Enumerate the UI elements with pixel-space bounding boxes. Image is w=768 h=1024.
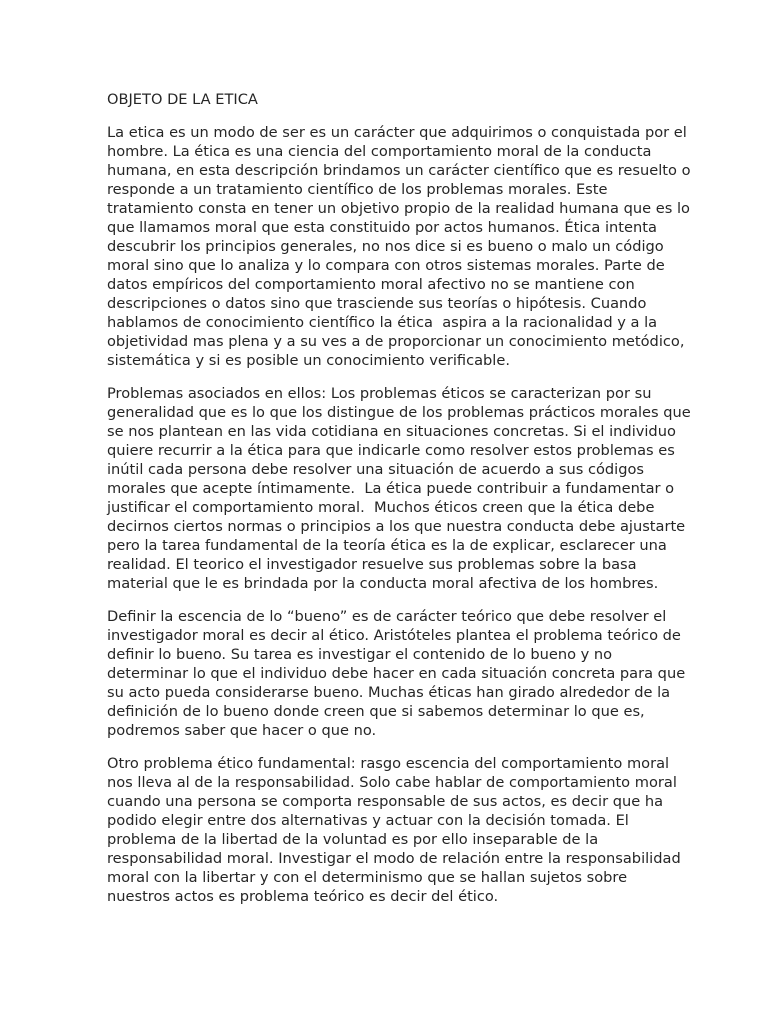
text-line: pero la tarea fundamental de la teoría ética es la de explicar, esclarecer una [107, 537, 667, 554]
text-line: La etica es un modo de ser es un carácter que adquirimos o conquistada por el [107, 124, 687, 141]
text-line: podido elegir entre dos alternativas y actuar con la decisión tomada. El [107, 812, 629, 829]
text-line: cuando una persona se comporta responsable de sus actos, es decir que ha [107, 793, 664, 810]
text-line: quiere recurrir a la ética para que indicarle como resolver estos problemas es [107, 442, 675, 459]
text-line: objetividad mas plena y a su ves a de proporcionar un conocimiento metódico, [107, 333, 685, 350]
text-line: tratamiento consta en tener un objetivo propio de la realidad humana que es lo [107, 200, 690, 217]
text-line: que llamamos moral que esta constituido por actos humanos. Ética intenta [107, 219, 657, 236]
text-line: datos empíricos del comportamiento moral afectivo no se mantiene con [107, 276, 635, 293]
text-line: investigador moral es decir al ético. Aristóteles plantea el problema teórico de [107, 627, 681, 644]
text-line: Definir la escencia de lo “bueno” es de carácter teórico que debe resolver el [107, 608, 667, 625]
text-line: moral con la libertar y con el determinismo que se hallan sujetos sobre [107, 869, 628, 886]
text-line: humana, en esta descripción brindamos un carácter científico que es resuelto o [107, 162, 691, 179]
text-line: responde a un tratamiento científico de los problemas morales. Este [107, 181, 608, 198]
paragraph-2 [107, 384, 691, 593]
text-line: Problemas asociados en ellos: Los problemas éticos se caracterizan por su [107, 385, 652, 402]
text-line: material que le es brindada por la conducta moral afectiva de los hombres. [107, 575, 659, 592]
paragraphs-container [107, 123, 691, 906]
text-line: nos lleva al de la responsabilidad. Solo cabe hablar de comportamiento moral [107, 774, 677, 791]
text-line: hombre. La ética es una ciencia del comportamiento moral de la conducta [107, 143, 652, 160]
paragraph-4 [107, 754, 681, 906]
text-line: hablamos de conocimiento científico la ética aspira a la racionalidad y a la [107, 314, 658, 331]
text-line: sistemática y si es posible un conocimiento verificable. [107, 352, 510, 369]
text-line: decirnos ciertos normas o principios a los que nuestra conducta debe ajustarte [107, 518, 686, 535]
text-line: su acto pueda considerarse bueno. Muchas éticas han girado alrededor de la [107, 684, 671, 701]
text-line: se nos plantean en las vida cotidiana en situaciones concretas. Si el individuo [107, 423, 676, 440]
text-line: definir lo bueno. Su tarea es investigar el contenido de lo bueno y no [107, 646, 613, 663]
text-line: Otro problema ético fundamental: rasgo escencia del comportamiento moral [107, 755, 670, 772]
paragraph-3 [107, 607, 686, 740]
text-line: definición de lo bueno donde creen que si sabemos determinar lo que es, [107, 703, 645, 720]
text-line: determinar lo que el individuo debe hacer en cada situación concreta para que [107, 665, 686, 682]
text-line: responsabilidad moral. Investigar el modo de relación entre la responsabilidad [107, 850, 681, 867]
text-line: realidad. El teorico el investigador resuelve sus problemas sobre la basa [107, 556, 637, 573]
text-line: descubrir los principios generales, no nos dice si es bueno o malo un código [107, 238, 664, 255]
document-body [107, 90, 691, 920]
text-line: generalidad que es lo que los distingue de los problemas prácticos morales que [107, 404, 691, 421]
text-line: podremos saber que hacer o que no. [107, 722, 377, 739]
text-line: problema de la libertad de la voluntad es por ello inseparable de la [107, 831, 599, 848]
paragraph-1 [107, 123, 691, 370]
text-line: morales que acepte íntimamente. La ética puede contribuir a fundamentar o [107, 480, 675, 497]
text-line: inútil cada persona debe resolver una situación de acuerdo a sus códigos [107, 461, 645, 478]
document-title: OBJETO DE LA ETICA [107, 91, 258, 108]
text-line: nuestros actos es problema teórico es decir del ético. [107, 888, 499, 905]
text-line: justificar el comportamiento moral. Muchos éticos creen que la ética debe [107, 499, 655, 516]
text-line: descripciones o datos sino que trasciende sus teorías o hipótesis. Cuando [107, 295, 647, 312]
text-line: moral sino que lo analiza y lo compara con otros sistemas morales. Parte de [107, 257, 665, 274]
